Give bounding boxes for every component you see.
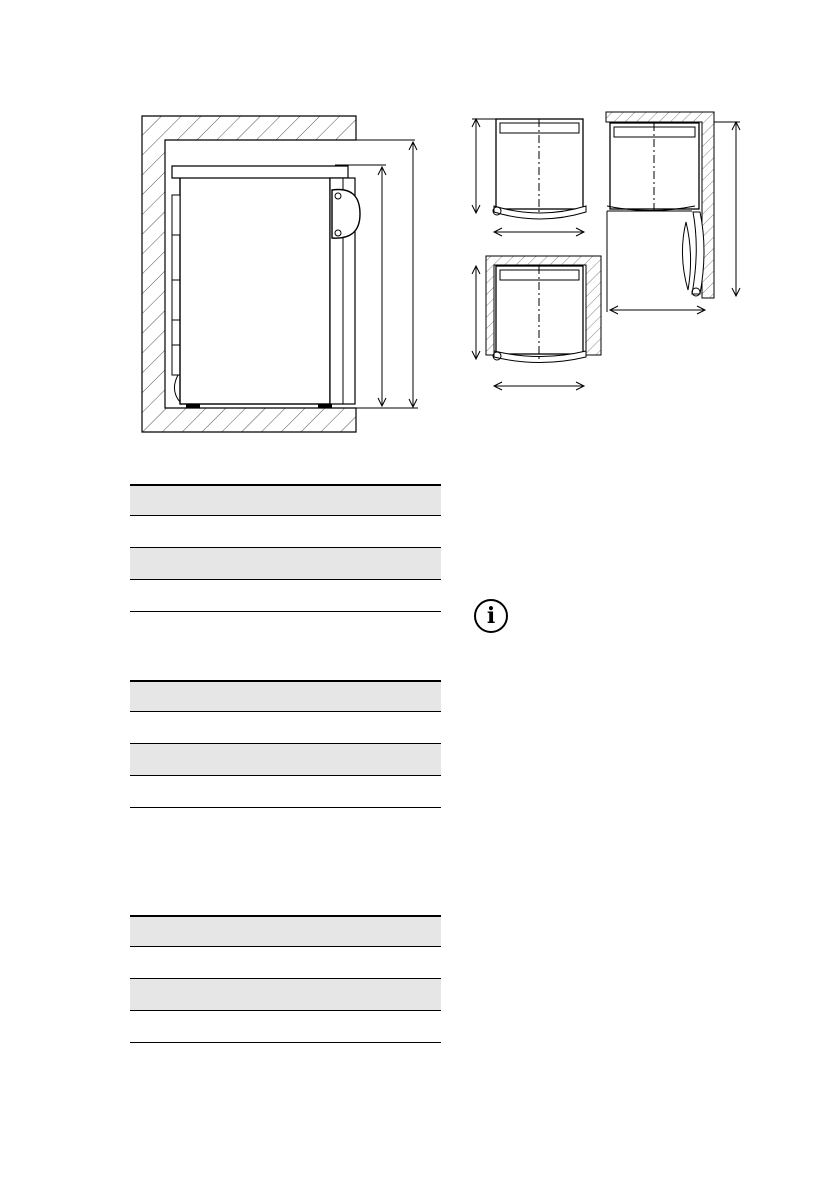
dimensions-table-3 <box>130 915 441 1043</box>
side-view-diagram <box>142 116 418 432</box>
table-row <box>130 484 441 516</box>
dimensions-table-2 <box>130 680 441 808</box>
table-row <box>130 516 441 548</box>
table-row <box>130 1011 441 1043</box>
table-row <box>130 580 441 612</box>
open-door <box>692 212 704 294</box>
dimensions-table-1 <box>130 484 441 612</box>
table-row <box>130 680 441 712</box>
table-row <box>130 548 441 580</box>
table-row <box>130 776 441 808</box>
table-row <box>130 979 441 1011</box>
table-row <box>130 947 441 979</box>
top-view-in-niche <box>472 256 601 390</box>
top-view-freestanding <box>472 119 586 236</box>
info-icon: i <box>474 599 508 633</box>
table-row <box>130 915 441 947</box>
table-row <box>130 744 441 776</box>
top-view-door-open <box>606 112 740 314</box>
table-row <box>130 712 441 744</box>
appliance-body <box>180 170 330 404</box>
